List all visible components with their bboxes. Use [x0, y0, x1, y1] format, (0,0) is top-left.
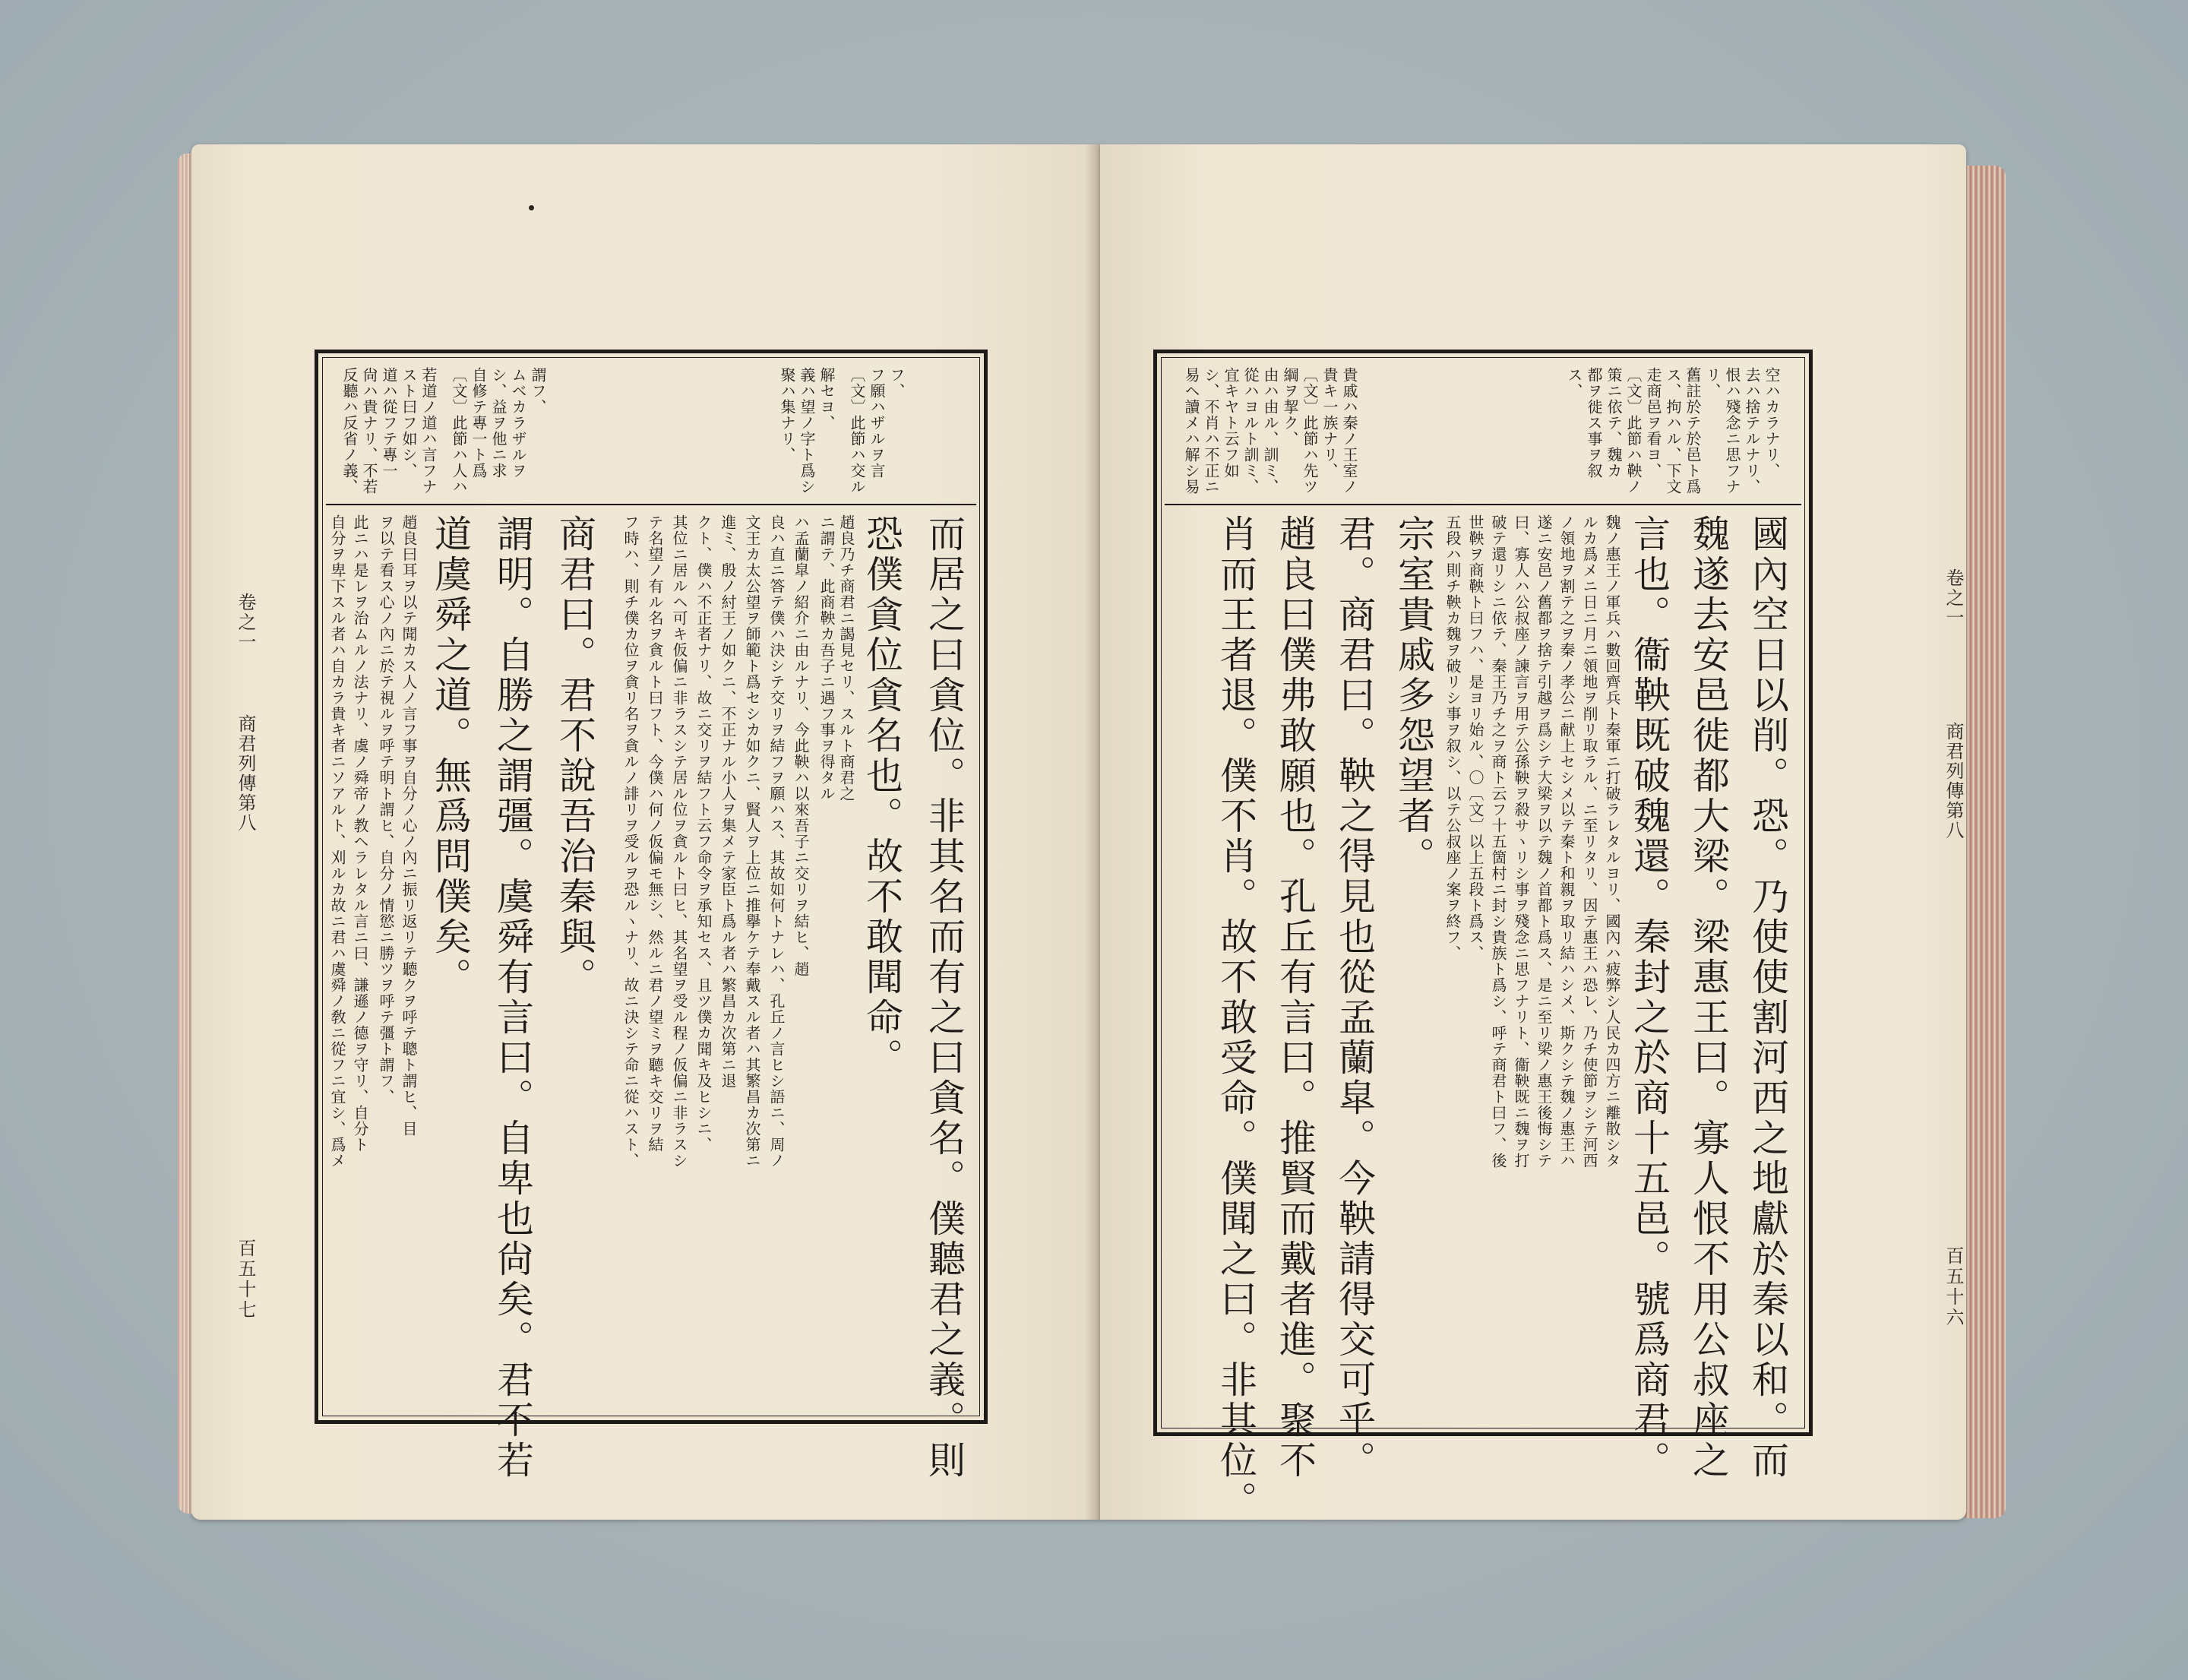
commentary-column: ノ領地ヲ割テ之ヲ秦ノ孝公ニ献上セシメ以テ秦ト和親ヲ取リ結ハシメ、斯クシテ魏ノ惠王ハ — [1557, 514, 1576, 1169]
open-book — [169, 135, 2038, 1541]
main-text-column: 肖而王者退。僕不肖。故不敢受命。僕聞之曰。非其位。 — [1214, 514, 1258, 1521]
ink-speck — [529, 205, 534, 210]
right-text-frame — [1153, 350, 1813, 1521]
main-text-column: 國內空日以削。恐。乃使使割河西之地獻於秦以和。而 — [1746, 514, 1790, 1481]
headnote: スト曰フ如シ、 — [400, 367, 418, 479]
headnote: 綱ヲ挈ク、 — [1281, 367, 1299, 447]
headnote: 若道ノ道ハ言フナ — [419, 367, 438, 495]
headnote: 聚ハ集ナリ、 — [778, 367, 796, 463]
headnote: 〔文〕此節ハ人ハ — [450, 367, 468, 495]
commentary-column: フ時ハ、則チ僕カ位ヲ貪リ名ヲ貪ルノ誹リヲ受ルヲ恐ルヽナリ、故ニ決シテ命ニ從ハスト、 — [621, 514, 640, 1169]
headnote: 恨ハ殘念ニ思フナ — [1723, 367, 1741, 495]
headnote: ムベカラザルヲ — [509, 367, 527, 479]
headnote: 都ヲ徙ス事ヲ叙 — [1585, 367, 1603, 479]
commentary-column: テ名望ノ有ル名ヲ貪ルト曰フト、今僕ハ何ノ仮偏モ無シ、然ルニ君ノ望ミヲ聽キ交リヲ結 — [646, 514, 664, 1153]
left-text-frame — [315, 350, 988, 1481]
right-volume-mark: 卷之一 — [1943, 568, 1964, 628]
headnote: ス、 — [1565, 367, 1583, 399]
main-text-column: 君。商君曰。鞅之得見也從孟蘭皐。今鞅請得交可乎。 — [1333, 514, 1377, 1481]
commentary-column: 趙良曰耳ヲ以テ聞カス人ノ言フ事ヲ自分ノ心ノ內ニ振リ返リテ聽クヲ呼テ聰ト謂ヒ、目 — [400, 514, 418, 1137]
headnote: リ、 — [1703, 367, 1722, 399]
headnote: 舊註於テ於邑ト爲 — [1684, 367, 1702, 495]
left-running-title: 商君列傳第八 — [235, 714, 256, 833]
headnote: 反聽ハ反省ノ義、 — [340, 367, 359, 495]
commentary-column: ヲ以テ看ス心ノ內ニ於テ視ルヲ呼テ明ト謂ヒ、自分ノ情慾ニ勝ツヲ呼テ彊ト謂フ、 — [377, 514, 395, 1105]
headnote: シ、益ヲ他ニ求 — [489, 367, 507, 479]
headnote: 〔文〕此節ハ交ル — [848, 367, 866, 495]
commentary-column: 魏ノ惠王ノ軍兵ハ數回齊兵ト秦軍ニ打破ラレタルヨリ、國內ハ疲弊シ人民カ四方ニ離散シタ — [1603, 514, 1621, 1169]
commentary-column: 趙良乃チ商君ニ謁見セリ、スルト商君之 — [837, 514, 855, 802]
headnote: ス、拘ハル、下文 — [1664, 367, 1682, 495]
left-page-number: 百五十七 — [235, 1239, 256, 1321]
headnote: フ、 — [887, 367, 906, 399]
headnote: 策ニ依テ、魏カ — [1605, 367, 1623, 479]
commentary-column: 遂ニ安邑ノ舊都ヲ捨テ引越ヲ爲シテ大梁ヲ以テ魏ノ首都ト爲ス、是ニ至リ梁ノ惠王後悔シテ — [1535, 514, 1553, 1169]
main-text-column: 謂明。自勝之謂彊。虞舜有言曰。自卑也尙矣。君不若 — [491, 514, 535, 1481]
commentary-column: ニ謂テ、此商鞅カ吾子ニ遇フ事ヲ得タル — [817, 514, 836, 802]
headnote: 貴キ一族ナリ、 — [1320, 367, 1339, 479]
left-page — [191, 144, 1100, 1520]
right-running-title: 商君列傳第八 — [1943, 722, 1964, 840]
main-text-column: 道虞舜之道。無爲問僕矣。 — [428, 514, 473, 998]
commentary-column: 良ハ直ニ答テ僕ハ決シテ交リヲ結フヲ願ハス、其故如何トナレハ、孔丘ノ言ヒシ語ニ、周ノ — [767, 514, 786, 1169]
headnote: 義ハ望ノ字ト爲シ — [798, 367, 816, 495]
commentary-column: 進ミ、殷ノ紂王ノ如クニ、不正ナル小人ヲ集メテ家臣ト爲ル者ハ繁昌カ次第ニ退 — [719, 514, 737, 1089]
headnote-divider — [1165, 504, 1801, 505]
headnote: 貴戚ハ秦ノ王室ノ — [1340, 367, 1358, 495]
right-page-number: 百五十六 — [1943, 1246, 1964, 1328]
headnote: 自修テ專一ト爲 — [470, 367, 488, 479]
main-text-column: 商君曰。君不說吾治秦與。 — [553, 514, 597, 998]
main-text-column: 而居之曰貪位。非其名而有之曰貪名。僕聽君之義。則 — [922, 514, 966, 1481]
headnote: 走商邑ヲ看ヨ、 — [1644, 367, 1662, 479]
headnote: 道ハ從フテ專一 — [380, 367, 398, 479]
main-text-column: 魏遂去安邑徙都大梁。梁惠王曰。寡人恨不用公叔座之 — [1687, 514, 1731, 1481]
right-page-edges — [1965, 166, 2006, 1518]
headnote: 〔文〕此節ハ鞅ノ — [1624, 367, 1643, 495]
headnote: 去ハ捨テルナリ、 — [1743, 367, 1761, 495]
commentary-column: ハ孟蘭皐ノ紹介ニ由ルナリ、今此鞅ハ以來吾子ニ交リヲ結ヒ、趙 — [792, 514, 810, 977]
headnote: 空ハカラナリ、 — [1763, 367, 1781, 479]
headnote: 〔文〕此節ハ先ツ — [1301, 367, 1319, 495]
headnote: 解セヨ、 — [817, 367, 836, 431]
headnote: 從ハヨルト訓ミ、 — [1241, 367, 1260, 495]
main-text-column: 趙良曰僕弗敢願也。孔丘有言曰。推賢而戴者進。聚不 — [1273, 514, 1317, 1481]
headnote: 尙ハ貴ナリ、不若 — [360, 367, 378, 495]
commentary-column: 此ニハ是レヲ治ムルノ法ナリ、虞ノ舜帝ノ教ヘラレタル言ニ曰、謙遜ノ德ヲ守リ、自分ト — [351, 514, 369, 1153]
headnote: フ願ハザルヲ言 — [868, 367, 886, 479]
left-volume-mark: 卷之一 — [235, 593, 256, 652]
commentary-column: 曰、寡人ハ公叔座ノ諫言ヲ用テ公孫鞅ヲ殺サヽリシ事ヲ殘念ニ思フナリト、衞鞅既ニ魏ヲ打 — [1512, 514, 1530, 1169]
commentary-column: 破テ還リシニ依テ、秦王乃チ之ヲ商ト云フ十五箇村ニ封シ貴族ト爲シ、呼テ商君ト曰フ、後 — [1489, 514, 1507, 1169]
headnote: 由ハ由ル、訓ミ、 — [1261, 367, 1279, 495]
commentary-column: 世鞅ヲ商鞅ト曰フハ、是ヨリ始ル、〇〔文〕以上五段ト爲ス、 — [1466, 514, 1484, 961]
headnote: 宜キヤト云フ如 — [1222, 367, 1240, 479]
main-text-column: 言也。衞鞅既破魏還。秦封之於商十五邑。號爲商君。 — [1627, 514, 1671, 1481]
headnote: シ、不肖ハ不正ニ — [1202, 367, 1220, 495]
main-text-column: 恐僕貪位貪名也。故不敢聞命。 — [860, 514, 904, 1078]
headnote: 易ヘ讀メハ解シ易 — [1182, 367, 1200, 495]
main-text-column: 宗室貴戚多怨望者。 — [1392, 514, 1436, 877]
headnote-divider — [326, 504, 976, 505]
commentary-column: 文王カ太公望ヲ師範ト爲セシカ如クニ、賢人ヲ上位ニ推擧ケテ奉戴スル者ハ其繁昌カ次第ニ — [743, 514, 761, 1169]
headnote: 謂フ、 — [529, 367, 547, 415]
commentary-column: ルカ爲メニ日ニ月ニ領地ヲ削リ取ラル、ニ至リタリ、因テ惠王ハ恐レ、乃チ使節ヲシテ河西 — [1580, 514, 1598, 1169]
commentary-column: 自分ヲ卑下スル者ハ自カラ貴キ者ニソアルト、刈ルカ故ニ君ハ虞舜ノ敎ニ從フニ宜シ、爲メ — [328, 514, 346, 1169]
commentary-column: 其位ニ居ルヘ可キ仮偏ニ非ラスシテ居ル位ヲ貪ルト曰ヒ、其名望ヲ受ル程ノ仮偏ニ非ラスシ — [670, 514, 688, 1169]
commentary-column: 五段ハ則チ鞅カ魏ヲ破リシ事ヲ叙シ、以テ公叔座ノ案ヲ終フ、 — [1443, 514, 1462, 961]
commentary-column: クト、僕ハ不正者ナリ、故ニ交リヲ結フト云フ命令ヲ承知セス、且ツ僕カ聞キ及ヒシニ、 — [694, 514, 713, 1153]
right-page — [1100, 144, 1966, 1520]
